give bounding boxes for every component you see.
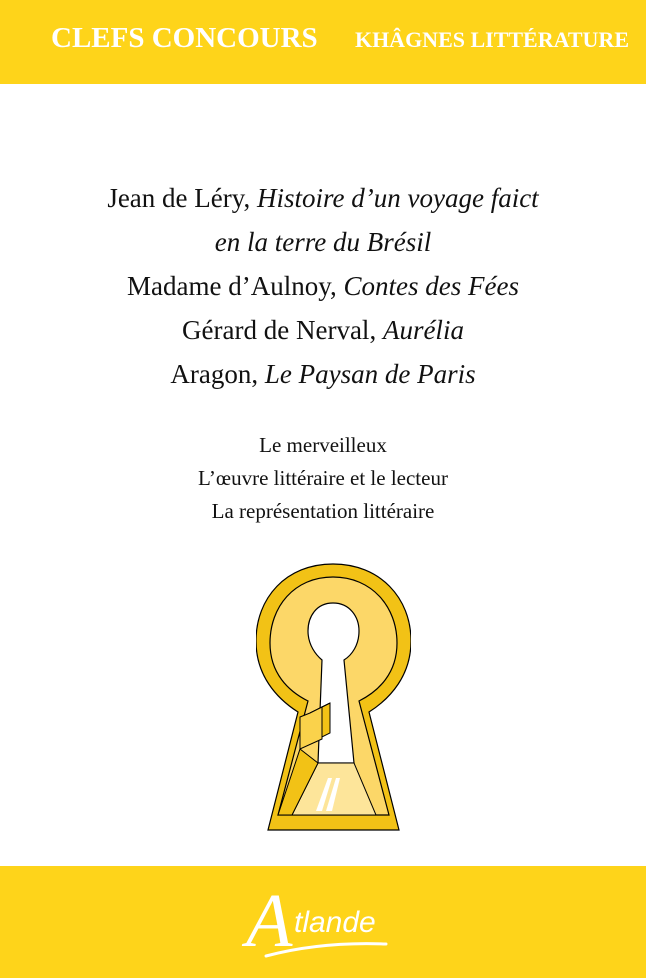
work-title: Le Paysan de Paris	[264, 359, 476, 389]
work-title: Aurélia	[382, 315, 464, 345]
theme-item: Le merveilleux	[259, 433, 387, 457]
work-line	[0, 352, 646, 396]
atlande-logo	[236, 878, 408, 968]
top-band	[0, 0, 646, 84]
work-title: Contes des Fées	[343, 271, 519, 301]
theme-item: La représentation littéraire	[211, 499, 435, 523]
work-line	[0, 264, 646, 308]
work-title: Histoire d’un voyage faict	[257, 183, 539, 213]
work-line	[0, 308, 646, 352]
work-line	[0, 220, 646, 264]
logo-wordmark: tlande	[294, 906, 376, 939]
themes-list	[0, 429, 646, 528]
work-author: Jean de Léry,	[107, 183, 251, 213]
work-line	[0, 176, 646, 220]
theme-item: L’œuvre littéraire et le lecteur	[198, 466, 448, 490]
series-title: CLEFS CONCOURS	[51, 22, 318, 54]
series-subject: KHÂGNES LITTÉRATURE	[354, 27, 629, 52]
work-author: Gérard de Nerval,	[182, 315, 377, 345]
works-list	[0, 176, 646, 396]
work-author: Madame d’Aulnoy,	[127, 271, 337, 301]
work-title: en la terre du Brésil	[214, 227, 432, 257]
keyhole-illustration	[256, 563, 411, 832]
work-author: Aragon,	[170, 359, 259, 389]
logo-letter-a: A	[246, 879, 293, 963]
